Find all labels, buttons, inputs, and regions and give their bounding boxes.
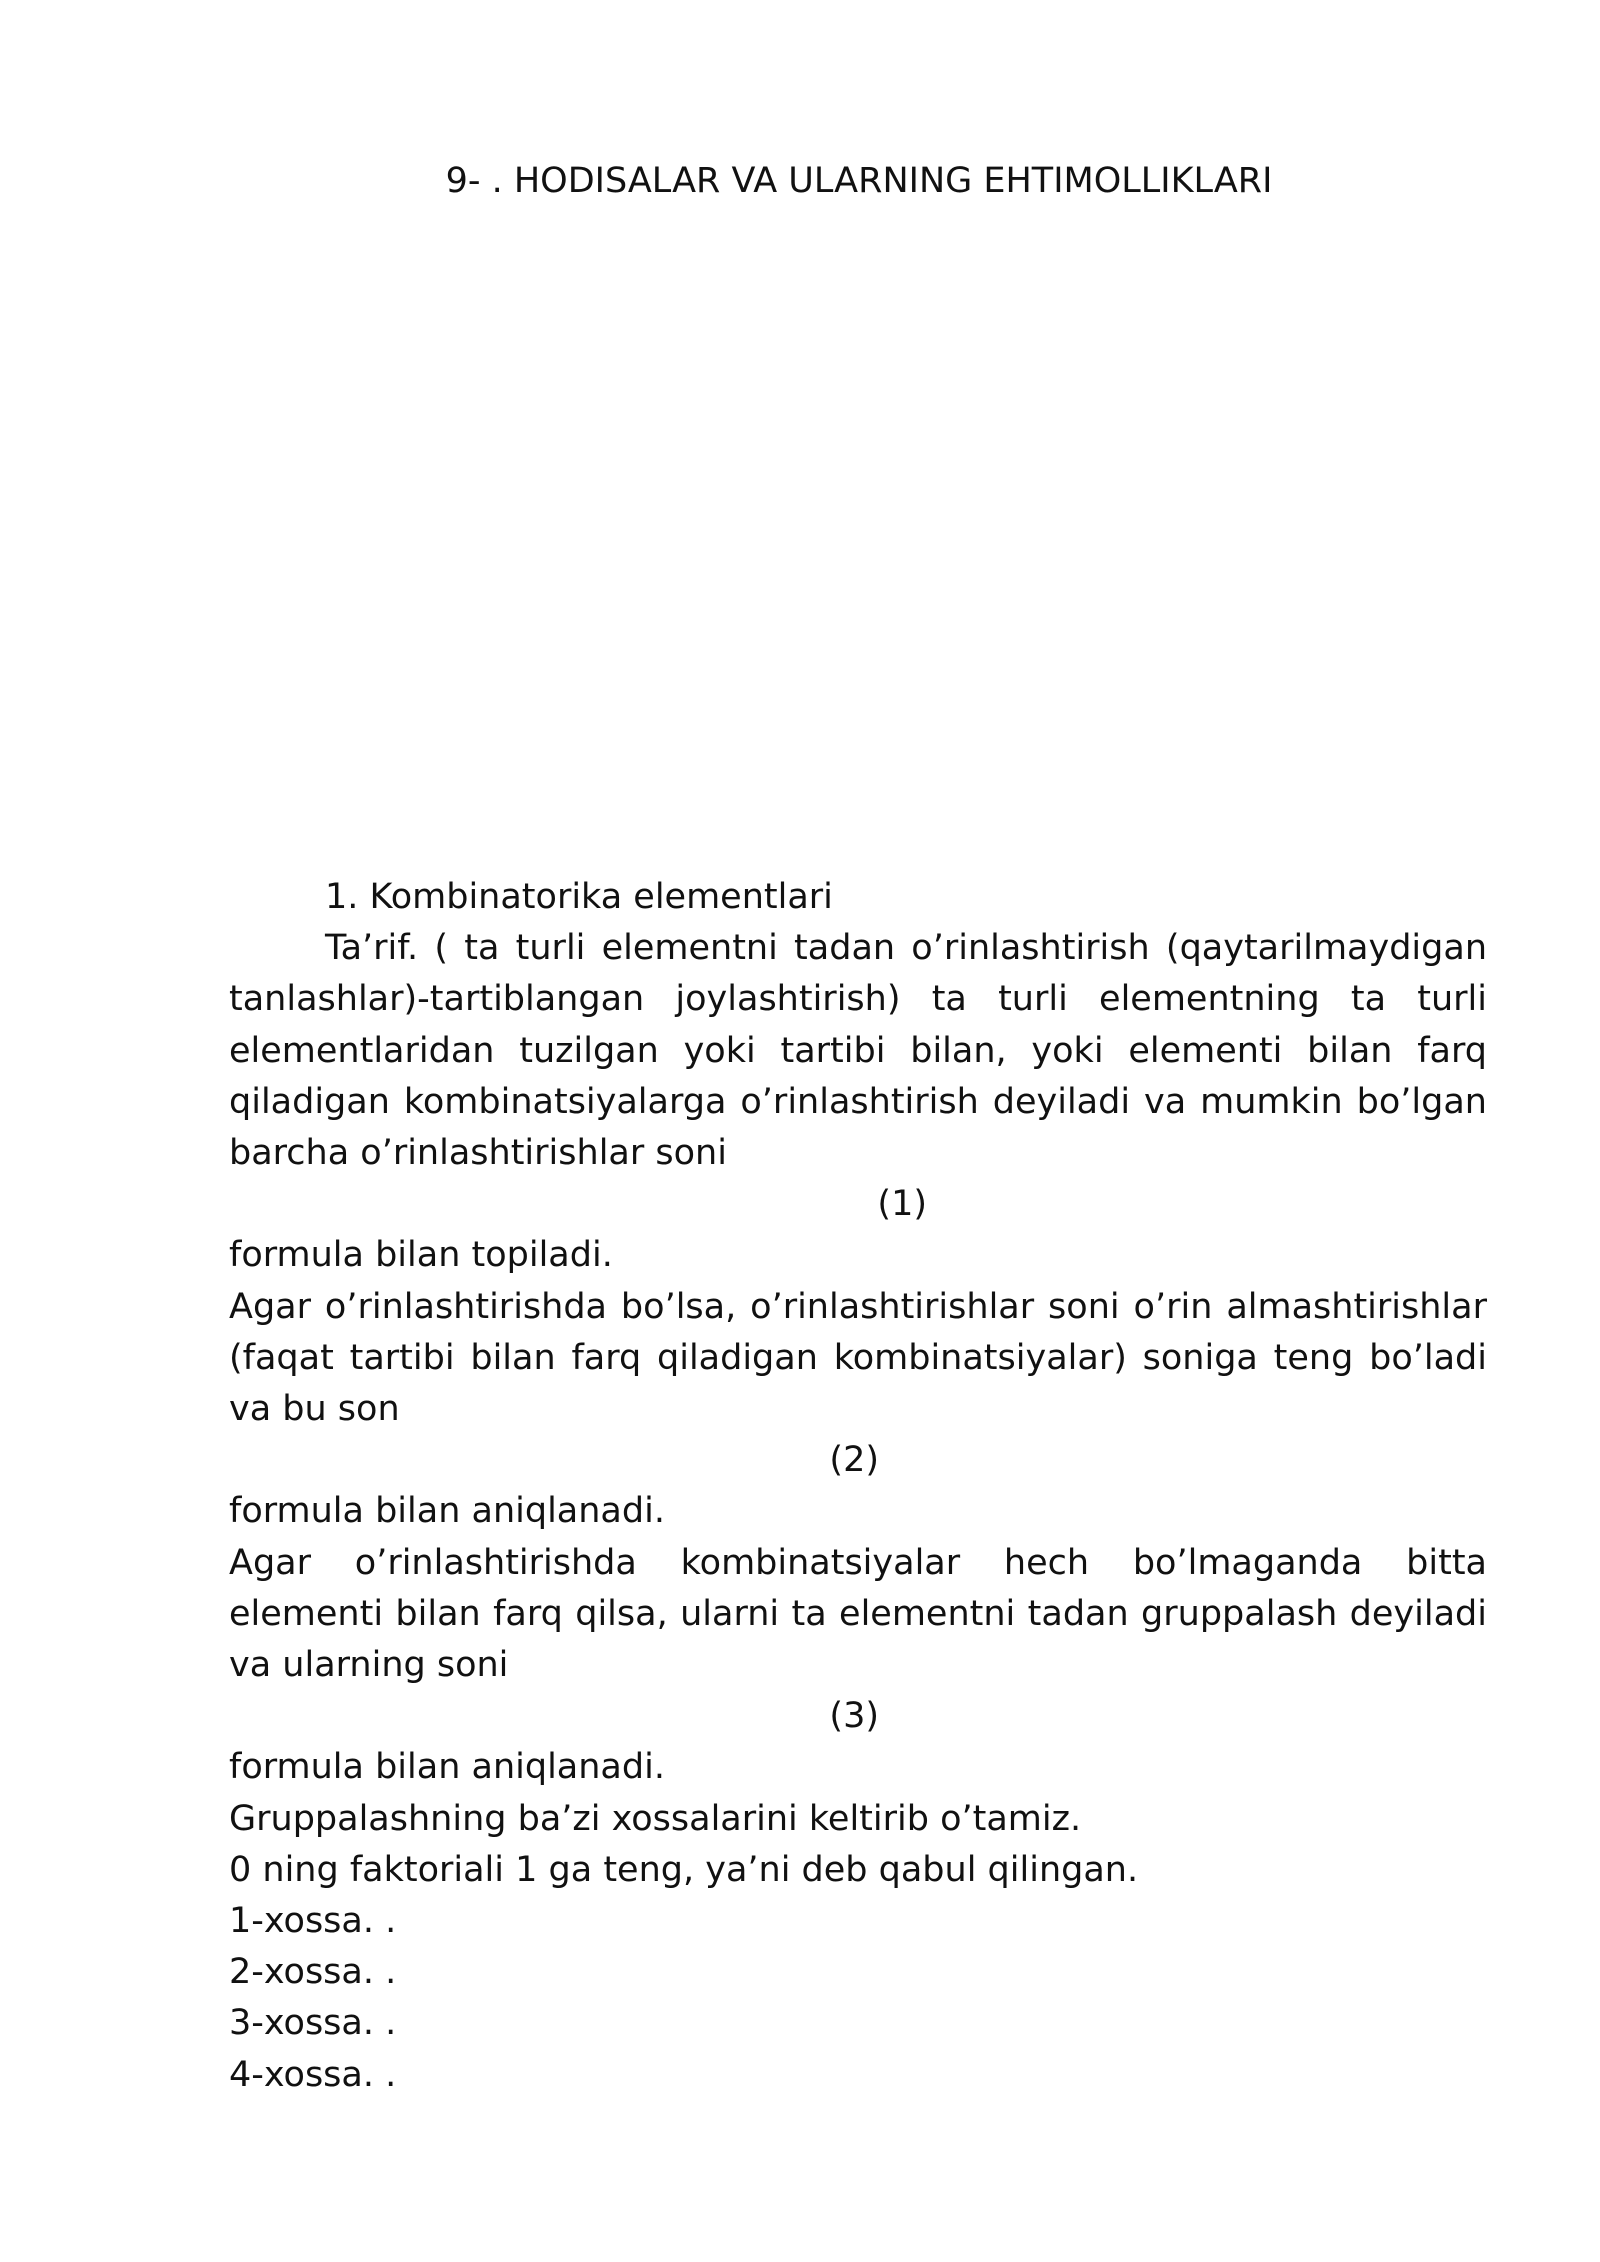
after-equation-2: formula bilan aniqlanadi. xyxy=(229,1491,665,1532)
after-equation-1: formula bilan topiladi. xyxy=(229,1235,613,1276)
equation-1-label: (1) xyxy=(877,1184,927,1225)
property-item: 3-xossa. . xyxy=(229,2003,397,2044)
equation-2-label: (2) xyxy=(829,1440,879,1481)
paragraph-2: Agar o’rinlashtirishda bo’lsa, o’rinlashtirishlar soni o’rin almashtirishlar (faqat tartibi bilan farq qiladigan kombinatsiyalar) soniga teng bo’ladi va bu son xyxy=(229,1286,1487,1430)
document-body xyxy=(229,872,1487,2101)
paragraph-3: Agar o’rinlashtirishda kombinatsiyalar hech bo’lmaganda bitta elementi bilan farq qilsa, ularni ta elementni tadan gruppalash deyiladi va ularning soni xyxy=(229,1542,1487,1686)
factorial-note: 0 ning faktoriali 1 ga teng, ya’ni deb qabul qilingan. xyxy=(229,1849,1139,1890)
chapter-title: 9- . HODISALAR VA ULARNING EHTIMOLLIKLARI xyxy=(445,161,1273,201)
section-heading: 1. Kombinatorika elementlari xyxy=(325,877,833,917)
definition-paragraph: Ta’rif. ( ta turli elementni tadan o’rinlashtirish (qaytarilmaydigan tanlashlar)-tartiblangan joylashtirish) ta turli elementning ta turli elementlaridan tuzilgan yoki tartibi bilan, yoki elementi bilan farq qiladigan kombinatsiyalarga o’rinlashtirish deyiladi va mumkin bo’lgan barcha o’rinlashtirishlar soni xyxy=(229,928,1487,1174)
equation-3-label: (3) xyxy=(829,1696,879,1737)
properties-intro: Gruppalashning ba’zi xossalarini keltirib o’tamiz. xyxy=(229,1798,1082,1839)
after-equation-3: formula bilan aniqlanadi. xyxy=(229,1747,665,1788)
property-item: 2-xossa. . xyxy=(229,1952,397,1993)
property-item: 1-xossa. . xyxy=(229,1901,397,1942)
property-item: 4-xossa. . xyxy=(229,2054,397,2095)
